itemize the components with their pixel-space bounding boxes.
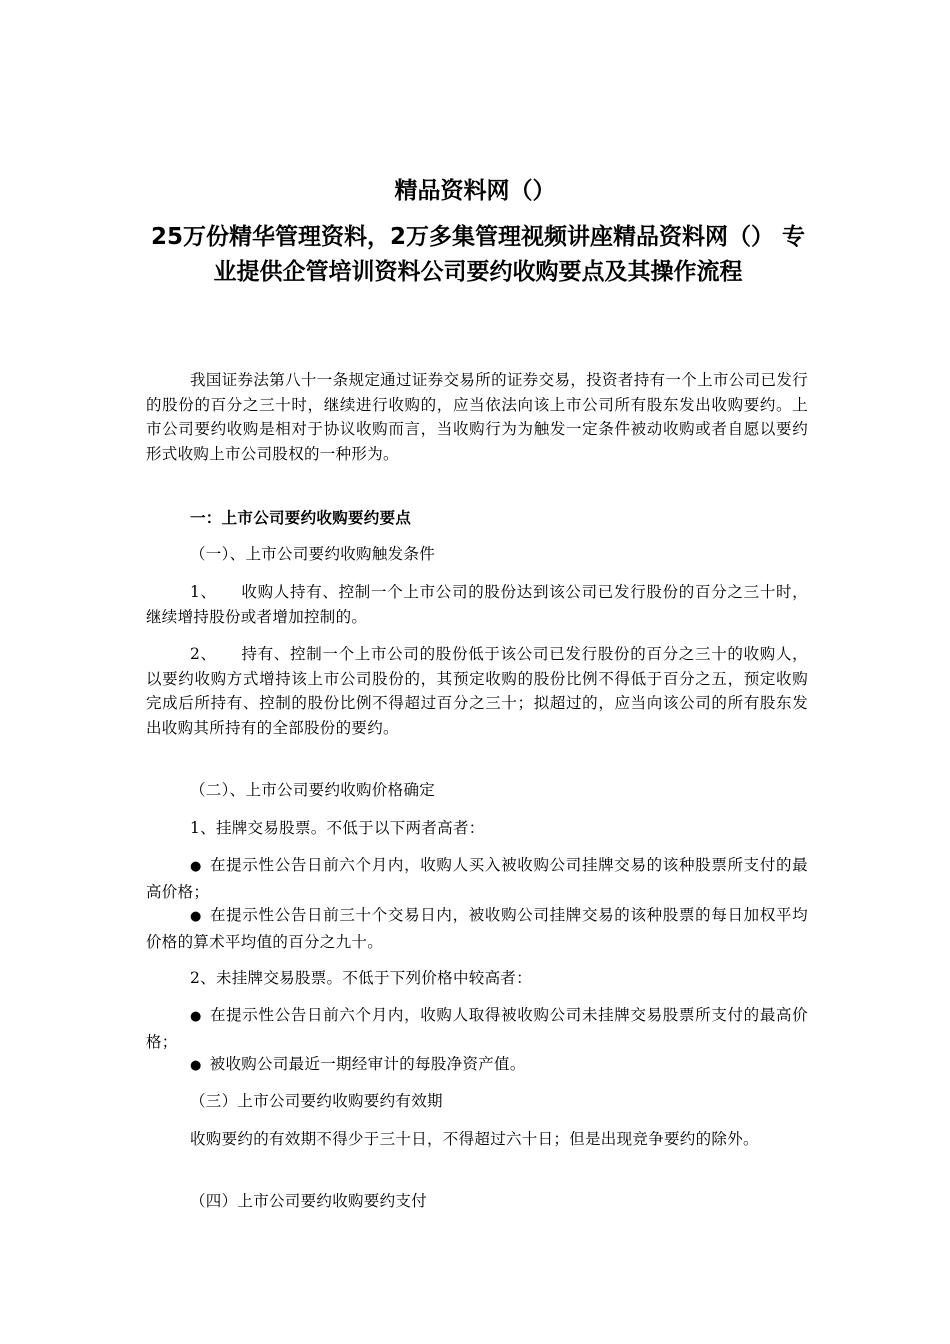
bullet-item [146, 1052, 808, 1079]
bullet-icon: ● [190, 859, 203, 874]
bullet-icon: ● [190, 1058, 202, 1073]
bullet-icon: ● [190, 909, 203, 924]
trigger-condition-1: 1、 收购人持有、控制一个上市公司的股份达到该公司已发行股份的百分之三十时，继续增持股份或者增加控制的。 [146, 583, 808, 626]
section-heading: 一：上市公司要约收购要约要点 [190, 509, 412, 527]
bullet-text: 在提示性公告日前六个月内，收购人取得被收购公司未挂牌交易股票所支付的最高价格； [146, 1006, 808, 1051]
trigger-condition-2: 2、 持有、控制一个上市公司的股份低于该公司已发行股份的百分之三十的收购人，以要约收购方式增持该上市公司股份的，其预定收购的股份比例不得低于百分之五，预定收购完成后所持有、控制的股份比例不得超过百分之三十；拟超过的，应当向该公司的所有股东发出收购其所持有的全部股份的要约。 [146, 645, 808, 737]
bullet-text: 被收购公司最近一期经审计的每股净资产值。 [209, 1055, 526, 1073]
subsection-heading-validity: （三）上市公司要约收购要约有效期 [190, 1092, 443, 1110]
unlisted-stock-rule: 2、未挂牌交易股票。不低于下列价格中较高者： [190, 969, 532, 987]
validity-paragraph: 收购要约的有效期不得少于三十日，不得超过六十日；但是出现竞争要约的除外。 [190, 1130, 759, 1148]
bullet-text: 在提示性公告日前六个月内，收购人买入被收购公司挂牌交易的该种股票所支付的最高价格； [146, 856, 808, 901]
bullet-text: 在提示性公告日前三十个交易日内，被收购公司挂牌交易的该种股票的每日加权平均价格的算术平均值的百分之九十。 [146, 906, 808, 951]
subsection-heading-trigger: （一）、上市公司要约收购触发条件 [190, 545, 436, 563]
bullet-icon: ● [190, 1009, 203, 1024]
bullet-item [146, 903, 808, 954]
page-title: 精品资料网（） [394, 178, 556, 204]
subsection-heading-price: （二）、上市公司要约收购价格确定 [190, 781, 436, 799]
listed-stock-rule: 1、挂牌交易股票。不低于以下两者高者： [190, 819, 485, 837]
intro-paragraph: 我国证券法第八十一条规定通过证券交易所的证券交易，投资者持有一个上市公司已发行的股份的百分之三十时，继续进行收购的，应当依法向该上市公司所有股东发出收购要约。上市公司要约收购是相对于协议收购而言，当收购行为为触发一定条件被动收购或者自愿以要约形式收购上市公司股权的一种形为。 [146, 371, 808, 463]
bullet-item [146, 853, 808, 904]
bullet-item [146, 1003, 808, 1054]
subsection-heading-payment: （四）上市公司要约收购要约支付 [190, 1192, 428, 1210]
document-subtitle: 25万份精华管理资料，2万多集管理视频讲座精品资料网（） 专业提供企管培训资料公司要约收购要点及其操作流程 [150, 224, 806, 285]
